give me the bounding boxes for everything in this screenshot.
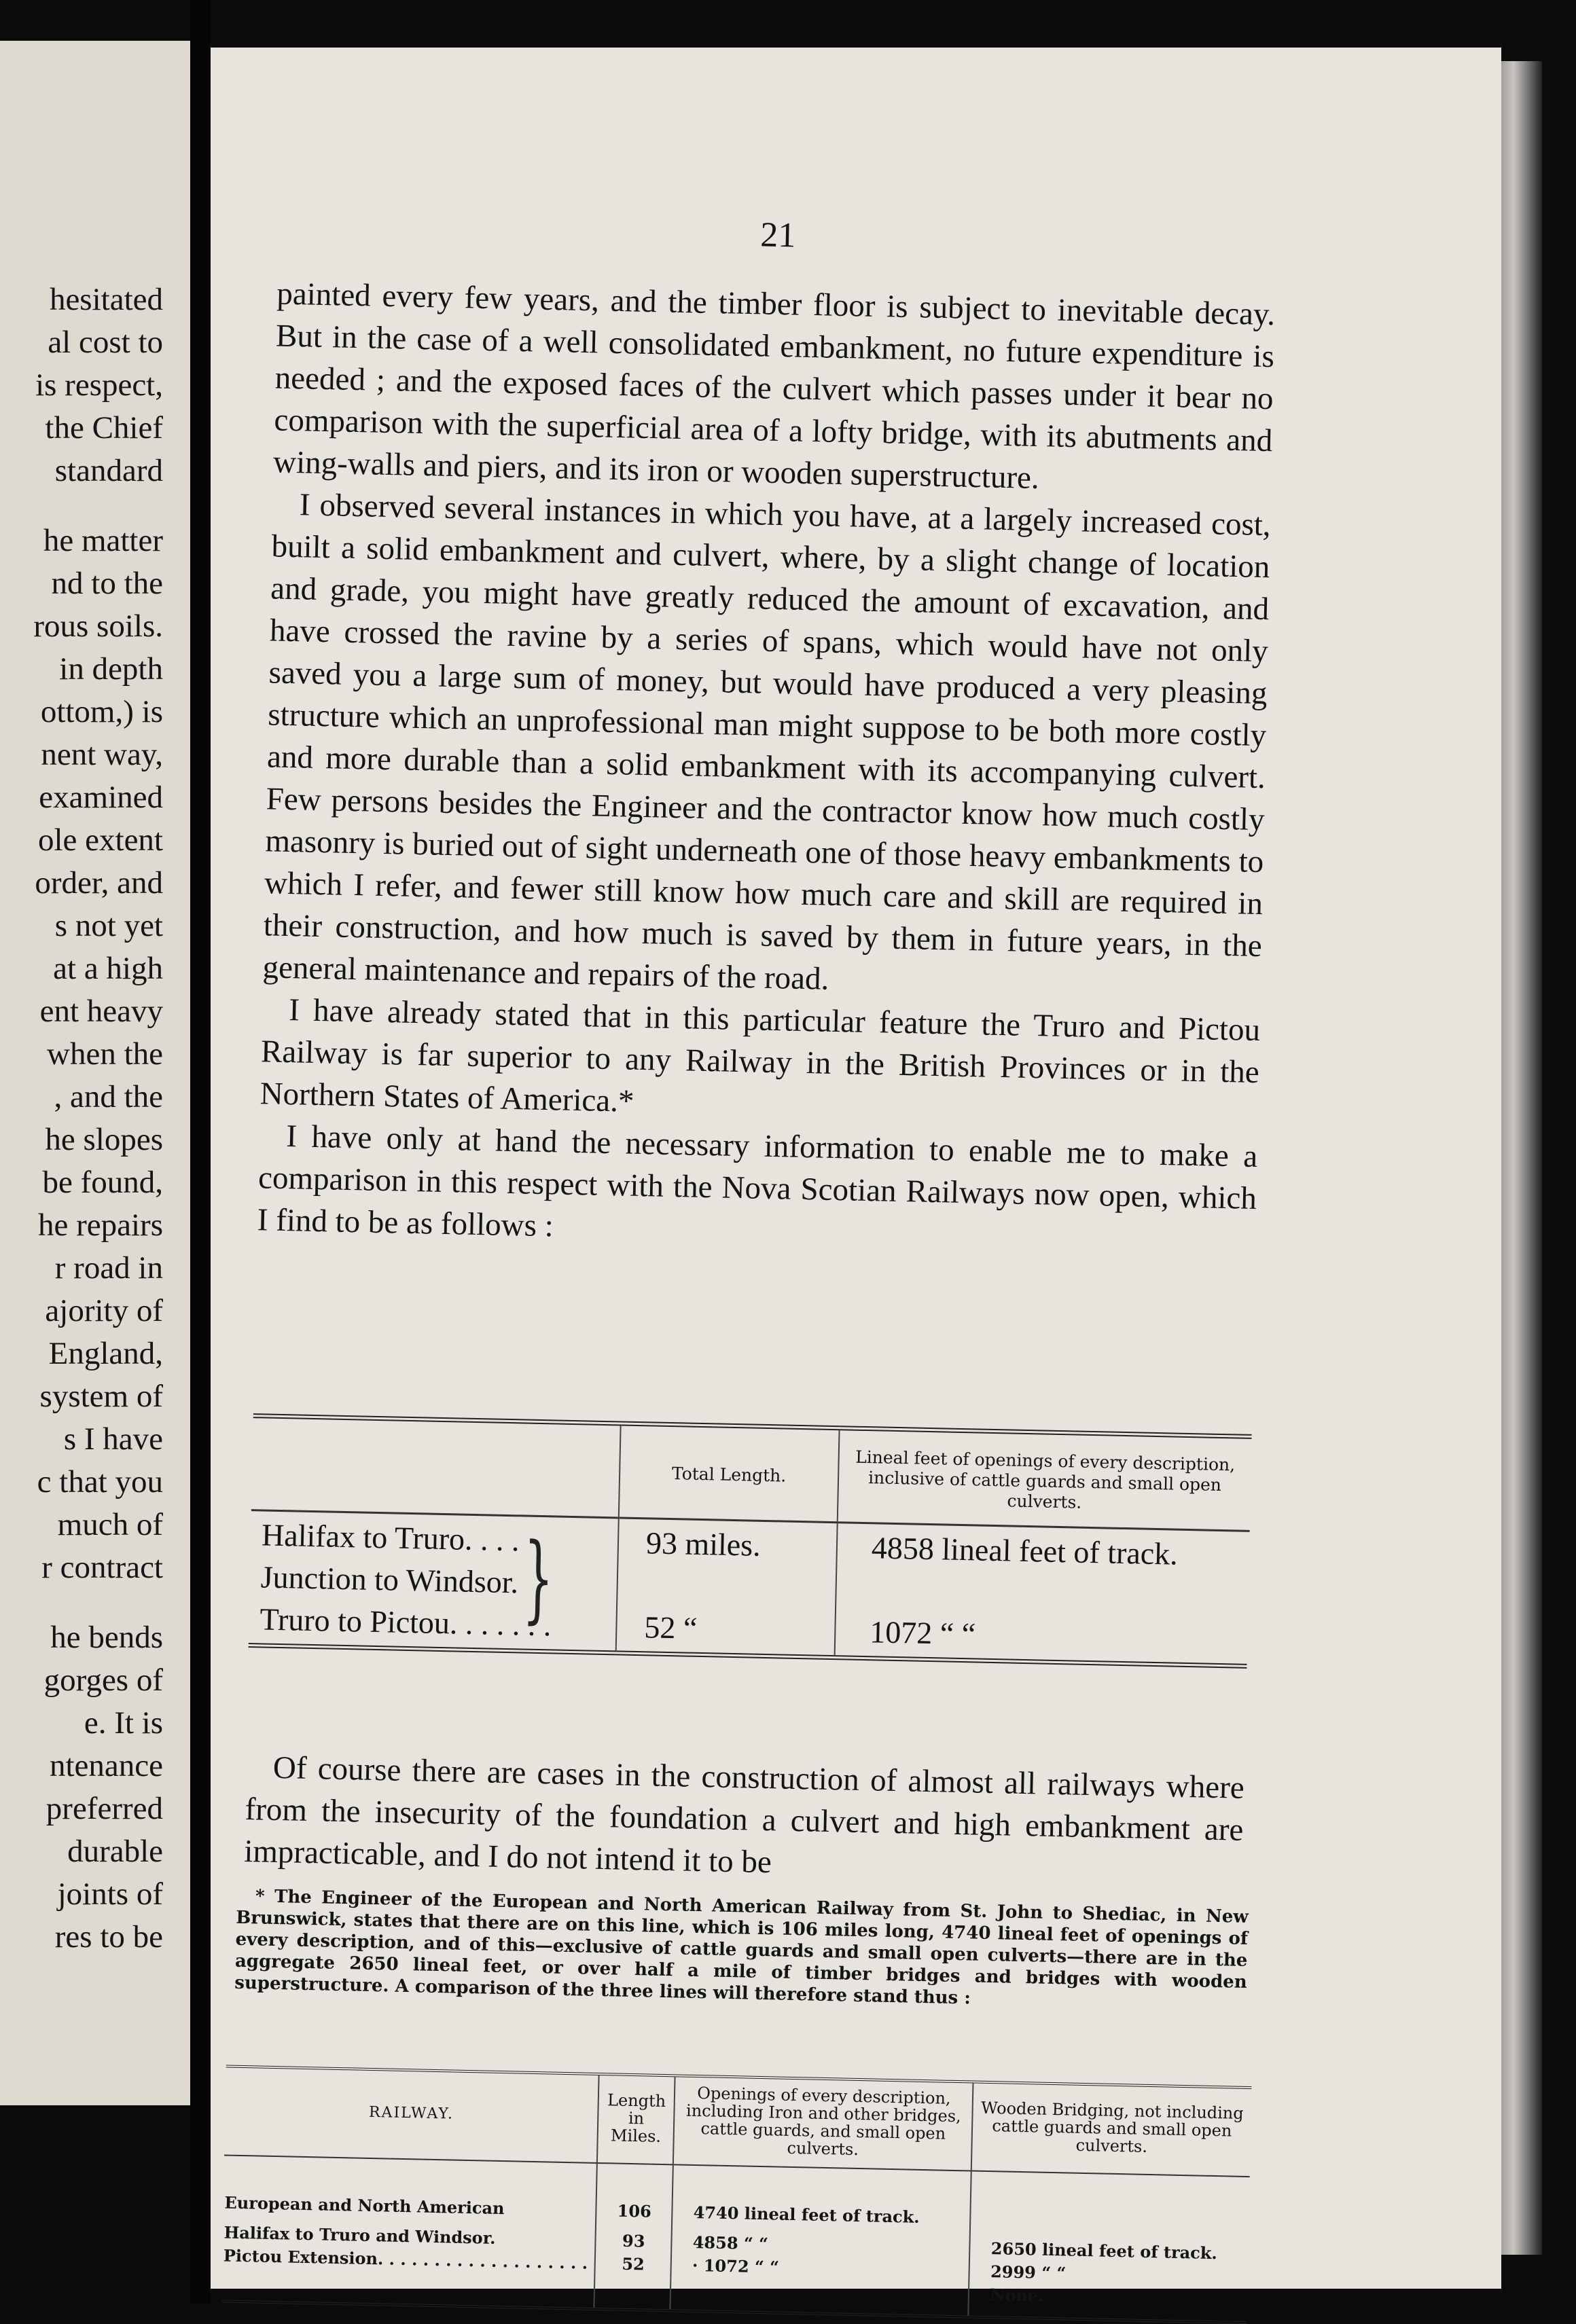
margin-text-line: ajority of xyxy=(45,1293,163,1328)
margin-text-line: gorges of xyxy=(43,1663,163,1698)
margin-text-line: in depth xyxy=(59,651,163,687)
margin-text-line: nent way, xyxy=(41,737,163,772)
wooden-bridging-cell: None. xyxy=(969,2283,1247,2323)
paragraph: I have only at hand the necessary information to enable me to make a comparison in this respect with the Nova Scotian Railways now open, which I find to be as follows : xyxy=(257,1119,1258,1244)
left-facing-page xyxy=(0,41,190,2105)
margin-text-line: be found, xyxy=(42,1165,163,1200)
margin-text-line: when the xyxy=(47,1036,163,1072)
margin-text-line xyxy=(7,1589,163,1616)
column-header-openings: Openings of every description, including Iron and other bridges, cattle guards, and small open culverts. xyxy=(673,2075,973,2171)
openings-cell xyxy=(673,2164,971,2207)
railway-name-cell: Halifax to Truro and Windsor. xyxy=(223,2222,496,2248)
margin-text-line: rous soils. xyxy=(33,609,163,644)
margin-text-line: c that you xyxy=(37,1464,163,1500)
margin-text-line: at a high xyxy=(53,951,163,986)
margin-text-line: nd to the xyxy=(51,566,163,601)
openings-cell xyxy=(670,2276,969,2317)
margin-text-line: he repairs xyxy=(38,1208,163,1243)
margin-text-line: al cost to xyxy=(48,325,163,360)
column-header-length: Length in Miles. xyxy=(597,2074,675,2164)
margin-text-line: system of xyxy=(39,1379,163,1414)
column-header-total-length: Total Length. xyxy=(619,1423,840,1523)
page-number: 21 xyxy=(759,215,796,255)
margin-text-line: ent heavy xyxy=(39,994,163,1029)
length-cell: 106 xyxy=(596,2199,673,2230)
margin-text-line: s I have xyxy=(63,1421,163,1457)
margin-text-line: much of xyxy=(57,1507,163,1542)
table-row xyxy=(249,1510,1250,1667)
railway-name-cell: Pictou Extension. . . . . . . . . . . . . . . . . . . xyxy=(223,2245,588,2273)
wooden-bridging-cell xyxy=(971,2171,1250,2213)
column-header-wooden-bridging: Wooden Bridging, not including cattle guards and small open culverts. xyxy=(971,2082,1251,2177)
railway-names-cell: Halifax to Truro. . . . Junction to Windsor. Truro to Pictou. . . . . . . xyxy=(249,1510,619,1653)
railway-openings-table xyxy=(249,1413,1252,1669)
margin-text-line: he matter xyxy=(43,523,163,558)
margin-text-line: e. It is xyxy=(84,1705,163,1741)
column-header-lineal-feet: Lineal feet of openings of every description, inclusive of cattle guards and small open culverts. xyxy=(838,1428,1252,1531)
footnote: * The Engineer of the European and North American Railway from St. John to Shediac, in New Brunswick, states that there are on this line, which is 106 miles long, 4740 lineal feet of openings of every description, and of this—exclusive of cattle guards and small open culverts—there are in the aggregate 2650 lineal feet, or over half a mile of timber bridges and bridges with wooden superstructure. A comparison of the three lines will therefore stand thus : xyxy=(234,1886,1249,2009)
margin-text-line: ottom,) is xyxy=(40,694,163,729)
margin-text-line: s not yet xyxy=(54,908,163,943)
column-header-railway: RAILWAY. xyxy=(224,2067,599,2163)
margin-text-line: examined xyxy=(39,780,163,815)
page-edges xyxy=(1494,61,1542,2255)
paragraph: painted every few years, and the timber floor is subject to inevitable decay. But in the case of a well consolidated embankment, no future expenditure is needed ; and the exposed faces of the culvert which passes under it bear no comparison with the superficial area of a lofty bridge, with its abutments and wing-walls and piers, and its iron or wooden superstructure. xyxy=(272,276,1276,496)
margin-text-line: r contract xyxy=(41,1550,163,1585)
margin-text-line: he slopes xyxy=(45,1122,163,1157)
footnote-comparison-table xyxy=(221,2065,1251,2324)
margin-text-line: ntenance xyxy=(49,1748,163,1783)
wooden-bridging-cell: 2999 “ “ xyxy=(969,2259,1248,2289)
margin-text-line: durable xyxy=(67,1834,163,1869)
margin-text-line: hesitated xyxy=(49,282,163,317)
margin-text-line: ole extent xyxy=(37,822,163,858)
margin-text-line: standard xyxy=(54,453,163,488)
railway-name-cell xyxy=(221,2267,595,2308)
wooden-bridging-cell: 2650 lineal feet of track. xyxy=(970,2236,1249,2266)
page-content xyxy=(223,48,1291,2306)
length-cell xyxy=(596,2163,673,2200)
margin-text-line: order, and xyxy=(35,865,163,901)
length-cell: 93 xyxy=(595,2229,672,2253)
length-cell: 52 xyxy=(595,2252,672,2276)
margin-text-line: r road in xyxy=(54,1250,163,1286)
margin-text-line: the Chief xyxy=(45,410,163,446)
paragraph: Of course there are cases in the construction of almost all railways where from the insecurity of the foundation a culvert and high embankment are impracticable, and I do not intend it to be xyxy=(243,1749,1245,1881)
book-gutter xyxy=(190,0,211,2304)
railway-name-cell: European and North American xyxy=(224,2192,505,2219)
margin-text-line: England, xyxy=(48,1336,163,1371)
openings-cell: · 1072 “ “ xyxy=(671,2253,970,2283)
left-page-text-fragments xyxy=(7,278,163,1959)
paragraph: I have already stated that in this particular feature the Truro and Pictou Railway is far superior to any Railway in the British Provinces or in the Northern States of America.* xyxy=(259,992,1261,1119)
column-header xyxy=(251,1416,621,1518)
brace-glyph: } xyxy=(522,1523,555,1635)
length-cell: 93 miles. 52 “ xyxy=(616,1518,838,1658)
document-page xyxy=(211,48,1501,2306)
openings-cell: 4740 lineal feet of track. xyxy=(672,2200,971,2236)
margin-text-line: , and the xyxy=(54,1079,163,1114)
margin-text-line: joints of xyxy=(57,1876,163,1912)
paragraph: I observed several instances in which you have, at a largely increased cost, built a solid embankment and culvert, where, by a slight change of location and grade, you might have greatly reduced the amount of excavation, and have crossed the ravine by a series of spans, which would have not only saved you a large sum of money, but would have produced a very pleasing structure which an unprofessional man might suppose to be both more costly and more durable than a solid embankment with its accompanying culvert. Few persons besides the Engineer and the contractor know how much costly masonry is buried out of sight underneath one of those heavy embankments to which I refer, and fewer still know how much care and skill are required in their construction, and how much is saved by them in future years, in the general maintenance and repairs of the road. xyxy=(262,487,1272,997)
margin-text-line: he bends xyxy=(50,1620,163,1655)
length-cell xyxy=(594,2275,671,2310)
margin-text-line: res to be xyxy=(54,1919,163,1955)
openings-cell: 4858 lineal feet of track. 1072 “ “ xyxy=(835,1523,1250,1667)
margin-text-line: is respect, xyxy=(35,367,163,403)
margin-text-line xyxy=(7,492,163,520)
body-text xyxy=(257,272,1276,1261)
openings-cell: 4858 “ “ xyxy=(671,2230,970,2259)
margin-text-line: preferred xyxy=(46,1791,163,1826)
